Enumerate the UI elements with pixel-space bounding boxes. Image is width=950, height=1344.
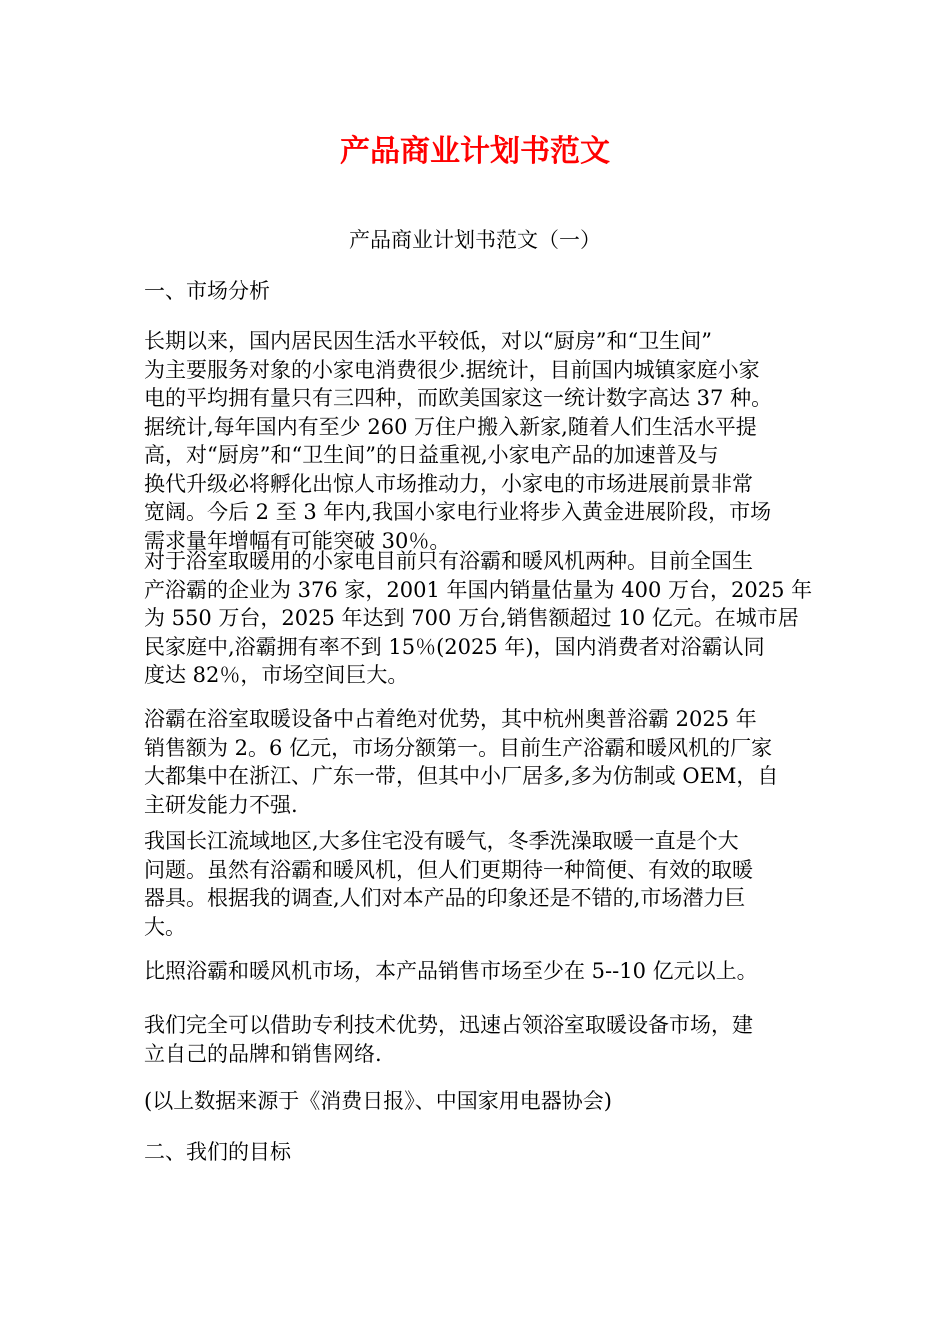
section-heading-market-analysis: 一、市场分析 — [144, 279, 270, 303]
paragraph-line: 比照浴霸和暖风机市场，本产品销售市场至少在 5--10 亿元以上。 — [144, 959, 758, 983]
paragraph-line: 度达 82％，市场空间巨大。 — [144, 663, 409, 687]
paragraph-line: 据统计,每年国内有至少 260 万住户搬入新家,随着人们生活水平提 — [144, 414, 757, 439]
paragraph-line: 销售额为 2。6 亿元，市场分额第一。目前生产浴霸和暖风机的厂家 — [144, 735, 773, 760]
paragraph-line: 对于浴室取暖用的小家电目前只有浴霸和暖风机两种。目前全国生 — [144, 549, 753, 573]
paragraph-line: 需求量年增幅有可能突破 30％。 — [144, 528, 451, 553]
paragraph-line: 我国长江流域地区,大多住宅没有暖气，冬季洗澡取暖一直是个大 — [144, 829, 739, 853]
paragraph-6 — [144, 1011, 804, 1068]
paragraph-line: 产浴霸的企业为 376 家，2001 年国内销量估量为 400 万台，2025 年 — [144, 577, 813, 602]
paragraph-line: 主研发能力不强. — [144, 792, 298, 817]
paragraph-line: 我们完全可以借助专利技术优势，迅速占领浴室取暖设备市场，建 — [144, 1013, 753, 1037]
paragraph-line: 民家庭中,浴霸拥有率不到 15％(2025 年)，国内消费者对浴霸认同 — [144, 634, 765, 659]
paragraph-line: 器具。根据我的调查,人们对本产品的印象还是不错的,市场潜力巨 — [144, 886, 746, 910]
paragraph-line: 长期以来，国内居民因生活水平较低，对以“厨房”和“卫生间” — [144, 329, 712, 353]
paragraph-5 — [144, 957, 804, 986]
paragraph-line: 浴霸在浴室取暖设备中占着绝对优势，其中杭州奥普浴霸 2025 年 — [144, 707, 757, 731]
paragraph-line: 大。 — [144, 914, 186, 939]
section-heading-our-goals: 二、我们的目标 — [144, 1140, 291, 1164]
paragraph-line: 为 550 万台，2025 年达到 700 万台,销售额超过 10 亿元。在城市居 — [144, 606, 799, 630]
paragraph-line: 问题。虽然有浴霸和暖风机，但人们更期待一种简便、有效的取暖 — [144, 857, 753, 882]
paragraph-line: 立自己的品牌和销售网络. — [144, 1041, 382, 1066]
paragraph-line: 为主要服务对象的小家电消费很少.据统计，目前国内城镇家庭小家 — [144, 357, 760, 382]
paragraph-3 — [144, 705, 804, 819]
paragraph-line: 换代升级必将孵化出惊人市场推动力，小家电的市场进展前景非常 — [144, 471, 753, 496]
document-subtitle: 产品商业计划书范文（一） — [349, 228, 601, 252]
paragraph-2 — [144, 547, 813, 690]
paragraph-7 — [144, 1087, 804, 1116]
paragraph-line: 电的平均拥有量只有三四种，而欧美国家这一统计数字高达 37 种。 — [144, 386, 773, 410]
paragraph-line: (以上数据来源于《消费日报》、中国家用电器协会) — [144, 1089, 612, 1113]
paragraph-line: 宽阔。今后 2 至 3 年内,我国小家电行业将步入黄金进展阶段，市场 — [144, 500, 772, 524]
paragraph-line: 大都集中在浙江、广东一带，但其中小厂居多,多为仿制或 OEM，自 — [144, 764, 779, 788]
paragraph-4 — [144, 827, 804, 941]
paragraph-1 — [144, 327, 804, 555]
paragraph-line: 高，对“厨房”和“卫生间”的日益重视,小家电产品的加速普及与 — [144, 443, 719, 467]
document-title: 产品商业计划书范文 — [340, 134, 610, 169]
